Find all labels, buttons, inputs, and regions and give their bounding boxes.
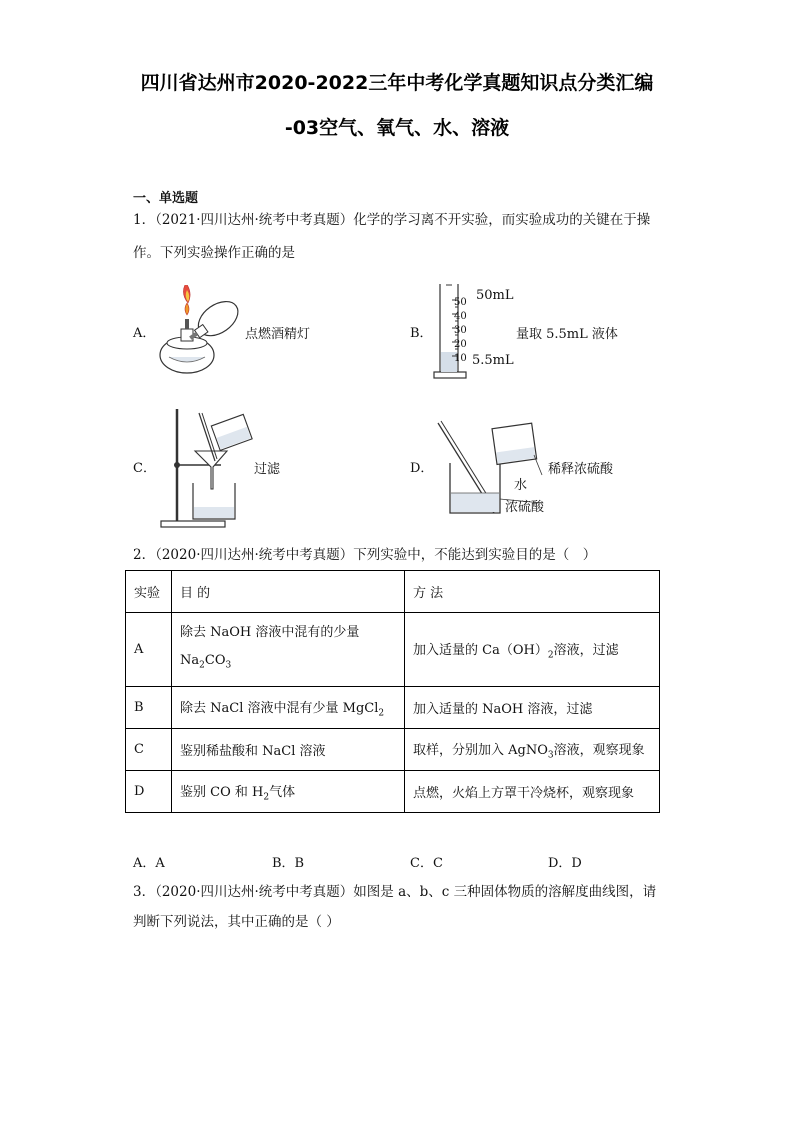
row-method: 加入适量的 NaOH 溶液，过滤: [405, 687, 660, 729]
row-id: B: [126, 687, 172, 729]
question-2-text: 2．（2020·四川达州·统考中考真题）下列实验中，不能达到实验目的是（ ）: [133, 547, 597, 563]
row-id: A: [126, 613, 172, 687]
question-3-text-line1: 3．（2020·四川达州·统考中考真题）如图是 a、b、c 三种固体物质的溶解度曲线图，请: [133, 884, 657, 900]
row-purpose: 鉴别 CO 和 $H_2$气体: [172, 771, 405, 813]
table-row: [126, 613, 660, 687]
row-purpose: 鉴别稀盐酸和 NaCl 溶液: [172, 729, 405, 771]
row-method: 取样，分别加入 AgNO$_3$溶液，观察现象: [405, 729, 660, 771]
experiment-table: [125, 570, 660, 813]
option-a-letter: A．: [133, 326, 156, 341]
question-3-text-line2: 判断下列说法，其中正确的是（ ）: [133, 914, 340, 930]
table-row: [126, 729, 660, 771]
document-title-line2: -03空气、氧气、水、溶液: [284, 117, 510, 139]
row-method: 加入适量的 $Ca(OH)_2$溶液，过滤: [405, 613, 660, 687]
section-heading: 一、单选题: [133, 191, 199, 206]
option-c-letter: C．: [133, 461, 156, 476]
option-b-letter: B．: [410, 326, 433, 341]
header-experiment: 实验: [126, 571, 172, 613]
sulfuric-acid-label: 浓硫酸: [505, 500, 545, 515]
option-c-caption: 过滤: [254, 462, 281, 477]
row-purpose: 除去 NaCl 溶液中混有少量 MgCl$_2$: [172, 687, 405, 729]
scale-bottom-label: 5.5mL: [472, 353, 514, 368]
filtration-setup-icon: [155, 405, 255, 530]
row-purpose: 除去 NaOH 溶液中混有的少量 $Na_2CO_3$: [172, 613, 405, 687]
table-row: [126, 771, 660, 813]
option-a-caption: 点燃酒精灯: [245, 327, 311, 342]
table-header-row: [126, 571, 660, 613]
answer-choice-b: B．B: [272, 856, 305, 871]
row-id: D: [126, 771, 172, 813]
cylinder-tick-labels: 50 40 30 20 10: [454, 297, 467, 364]
header-method: 方 法: [405, 571, 660, 613]
water-label: 水: [514, 478, 528, 493]
question-1-text-line2: 作。下列实验操作正确的是: [133, 245, 295, 261]
option-b-caption: 量取 5.5mL 液体: [516, 327, 618, 342]
row-method: 点燃，火焰上方罩干冷烧杯，观察现象: [405, 771, 660, 813]
row-id: C: [126, 729, 172, 771]
alcohol-lamp-icon: [155, 285, 245, 380]
scale-top-label: 50mL: [476, 288, 514, 303]
document-title-line1: 四川省达州市2020-2022三年中考化学真题知识点分类汇编: [140, 72, 654, 94]
header-purpose: 目 的: [172, 571, 405, 613]
answer-choice-a: A．A: [133, 856, 165, 871]
question-1-text-line1: 1．（2021·四川达州·统考中考真题）化学的学习离不开实验，而实验成功的关键在于操: [133, 212, 651, 228]
answer-choice-d: D．D: [548, 856, 582, 871]
option-d-letter: D．: [410, 461, 434, 476]
graduated-cylinder-icon: [430, 280, 475, 385]
table-row: [126, 687, 660, 729]
answer-choice-c: C．C: [410, 856, 443, 871]
option-d-caption: 稀释浓硫酸: [548, 462, 614, 477]
